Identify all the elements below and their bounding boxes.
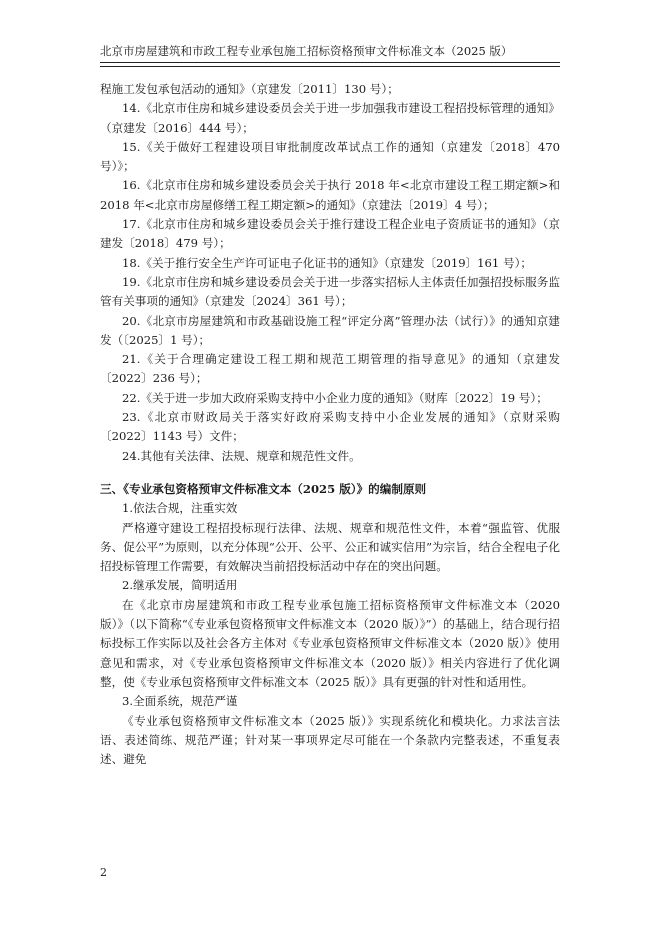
page-content [100,80,560,769]
subsection-title: 3.全面系统，规范严谨 [122,694,238,709]
subsection-title: 2.继承发展，简明适用 [122,578,238,593]
list-item: 15.《关于做好工程建设项目审批制度改革试点工作的通知（京建发〔2018〕470 号）》； [100,139,560,174]
list-item: 24.其他有关法律、法规、规章和规范性文件。 [122,448,361,463]
header-rule-thin [100,66,560,67]
section-spacer [100,466,560,480]
list-item: 程施工发包承包活动的通知》（京建发〔2011〕130 号）； [100,82,399,96]
list-item: 16.《北京市住房和城乡建设委员会关于执行 2018 年<北京市建设工程工期定额>和 2018 年<北京市房屋修缮工程工期定额>的通知》（京建法〔2019〕4 号）； [100,178,560,212]
list-item: 17.《北京市住房和城乡建设委员会关于推行建设工程企业电子资质证书的通知》（京建发〔2018〕479 号）； [100,217,560,251]
section-heading: 三、《专业承包资格预审文件标准文本（2025 版）》的编制原则 [100,481,427,496]
subsection-body: 在《北京市房屋建筑和市政工程专业承包施工招标资格预审文件标准文本（2020 版）》（以下简称“《专业承包资格预审文件标准文本（2020 版）》”）的基础上，结合现行招标投标工作实际以及社会各方主体对《专业承包资格预审文件标准文本（2020 版）》使用意见和需求，对《专业承包资格预审文件标准文本（2020 版）》相关内容进行了优化调整，使《专业承包资格预审文件标准文本（2025 版）》具有更强的针对性和适用性。 [100,597,560,689]
list-item: 19.《北京市住房和城乡建设委员会关于进一步落实招标人主体责任加强招投标服务监管有关事项的通知》（京建发〔2024〕361 号）； [100,274,560,309]
list-item: 23.《北京市财政局关于落实好政府采购支持中小企业发展的通知》（京财采购〔2022〕1143 号）文件； [100,410,560,444]
list-item: 20.《北京市房屋建筑和市政基础设施工程“评定分离”管理办法（试行）》的通知京建发（〔2025〕1 号）； [100,313,560,347]
page-number: 2 [100,866,107,879]
header-rule-thick [100,62,560,63]
subsection-body: 严格遵守建设工程招投标现行法律、法规、规章和规范性文件，本着“强监管、优服务、促公平”为原则，以充分体现“公开、公平、公正和诚实信用”为宗旨，结合全程电子化招投标管理工作需要，有效解决当前招投标活动中存在的突出问题。 [100,520,560,574]
list-item: 18.《关于推行安全生产许可证电子化证书的通知》（京建发〔2019〕161 号）； [122,255,532,270]
subsection-title: 1.依法合规，注重实效 [122,501,238,516]
page-header: 北京市房屋建筑和市政工程专业承包施工招标资格预审文件标准文本（2025 版） [100,44,513,58]
list-item: 14.《北京市住房和城乡建设委员会关于进一步加强我市建设工程招投标管理的通知》（京建发〔2016〕444 号）； [100,101,560,135]
subsection-body: 《专业承包资格预审文件标准文本（2025 版）》实现系统化和模块化。力求法言法语、表述简练、规范严谨；针对某一事项界定尽可能在一个条款内完整表述，不重复表述、避免 [100,713,560,767]
list-item: 21.《关于合理确定建设工程工期和规范工期管理的指导意见》的通知（京建发〔2022〕236 号）； [100,352,560,386]
list-item: 22.《关于进一步加大政府采购支持中小企业力度的通知》（财库〔2022〕19 号）； [122,390,548,405]
